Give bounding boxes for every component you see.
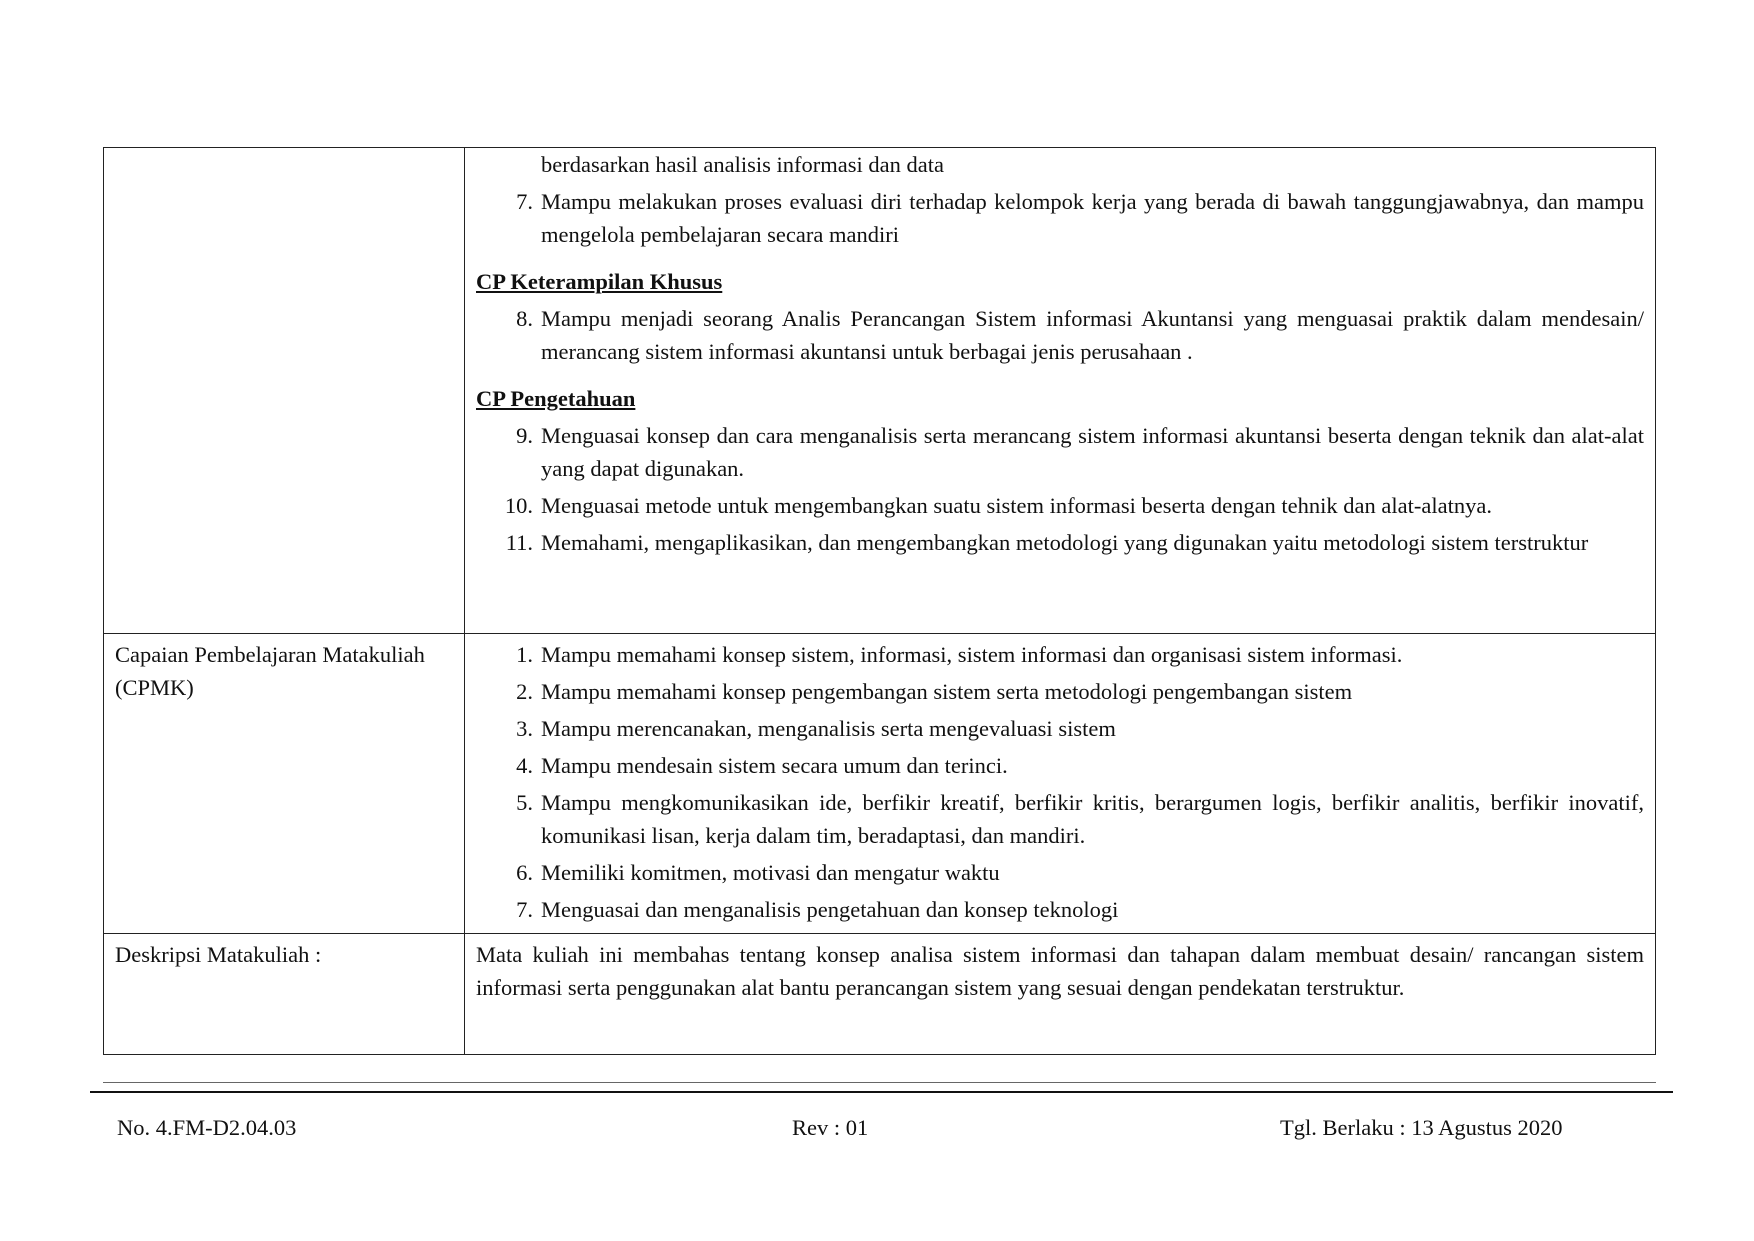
- footer-doc-number: No. 4.FM-D2.04.03: [117, 1115, 297, 1140]
- footer-revision: Rev : 01: [792, 1115, 869, 1140]
- section-heading-pengetahuan: CP Pengetahuan: [476, 386, 636, 411]
- list-item: [476, 185, 1644, 251]
- footer-valid-date: Tgl. Berlaku : 13 Agustus 2020: [1280, 1115, 1563, 1140]
- section-heading-keterampilan: CP Keterampilan Khusus: [476, 269, 723, 294]
- item-number: 2.: [516, 679, 533, 704]
- footer-rule: [90, 1091, 1673, 1093]
- label-cell: [104, 634, 465, 934]
- item-number: 8.: [516, 306, 533, 331]
- table-row: [104, 934, 1656, 1055]
- item-text: Mampu mengkomunikasikan ide, berfikir kreatif, berfikir kritis, berargumen logis, berfikir analitis, berfikir inovatif, komunikasi lisan, kerja dalam tim, beradaptasi, dan mandiri.: [541, 790, 1644, 848]
- list-item: [476, 302, 1644, 368]
- list-item: [476, 675, 1644, 708]
- item-number: 7.: [516, 897, 533, 922]
- item-text: Mampu memahami konsep sistem, informasi, sistem informasi dan organisasi sistem informasi.: [541, 642, 1403, 667]
- item-number: 1.: [516, 642, 533, 667]
- content-cell: [465, 934, 1656, 1055]
- list-item: [476, 749, 1644, 782]
- item-text: Mampu merencanakan, menganalisis serta mengevaluasi sistem: [541, 716, 1116, 741]
- list-item: [476, 712, 1644, 745]
- description-label: Deskripsi Matakuliah :: [115, 942, 322, 967]
- item-number: 3.: [516, 716, 533, 741]
- table-row: [104, 148, 1656, 634]
- label-cell: [104, 934, 465, 1055]
- item-number: 10.: [504, 493, 533, 518]
- list-item: [476, 786, 1644, 852]
- item-text: Mampu menjadi seorang Analis Perancangan Sistem informasi Akuntansi yang menguasai praktik dalam mendesain/ merancang sistem informasi akuntansi untuk berbagai jenis perusahaan .: [541, 306, 1644, 364]
- footer-divider: [103, 1082, 1656, 1083]
- list-item: [476, 489, 1644, 522]
- content-cell: [465, 634, 1656, 934]
- label-cell-empty: [104, 148, 465, 634]
- item-text: Mampu mendesain sistem secara umum dan terinci.: [541, 753, 1008, 778]
- cpmk-label-abbrev: (CPMK): [115, 675, 194, 700]
- content-cell: [465, 148, 1656, 634]
- item-text: Mampu melakukan proses evaluasi diri terhadap kelompok kerja yang berada di bawah tanggungjawabnya, dan mampu mengelola pembelajaran secara mandiri: [541, 189, 1644, 247]
- item-text: Menguasai metode untuk mengembangkan suatu sistem informasi beserta dengan tehnik dan alat-alatnya.: [541, 493, 1492, 518]
- list-item: [476, 856, 1644, 889]
- list-item: [476, 526, 1644, 559]
- table-row: [104, 634, 1656, 934]
- item-number: 6.: [516, 860, 533, 885]
- list-item: [476, 638, 1644, 671]
- course-table: [103, 147, 1656, 1055]
- item-text: Mampu memahami konsep pengembangan sistem serta metodologi pengembangan sistem: [541, 679, 1353, 704]
- item-number: 11.: [505, 530, 533, 555]
- cpmk-label: Capaian Pembelajaran Matakuliah: [115, 642, 425, 667]
- item-text: Memiliki komitmen, motivasi dan mengatur waktu: [541, 860, 1000, 885]
- item-number: 9.: [516, 423, 533, 448]
- item-number: 5.: [516, 790, 533, 815]
- item-text: Menguasai dan menganalisis pengetahuan dan konsep teknologi: [541, 897, 1119, 922]
- list-item: [476, 893, 1644, 926]
- item-text: Memahami, mengaplikasikan, dan mengembangkan metodologi yang digunakan yaitu metodologi sistem terstruktur: [541, 530, 1589, 555]
- continuation-text: berdasarkan hasil analisis informasi dan data: [541, 152, 944, 177]
- item-text: Menguasai konsep dan cara menganalisis serta merancang sistem informasi akuntansi beserta dengan teknik dan alat-alat yang dapat digunakan.: [541, 423, 1644, 481]
- item-number: 4.: [516, 753, 533, 778]
- item-number: 7.: [516, 189, 533, 214]
- list-item: [476, 419, 1644, 485]
- course-description: Mata kuliah ini membahas tentang konsep analisa sistem informasi dan tahapan dalam membuat desain/ rancangan sistem informasi serta penggunakan alat bantu perancangan sistem yang sesuai dengan pendekatan terstruktur.: [476, 942, 1644, 1000]
